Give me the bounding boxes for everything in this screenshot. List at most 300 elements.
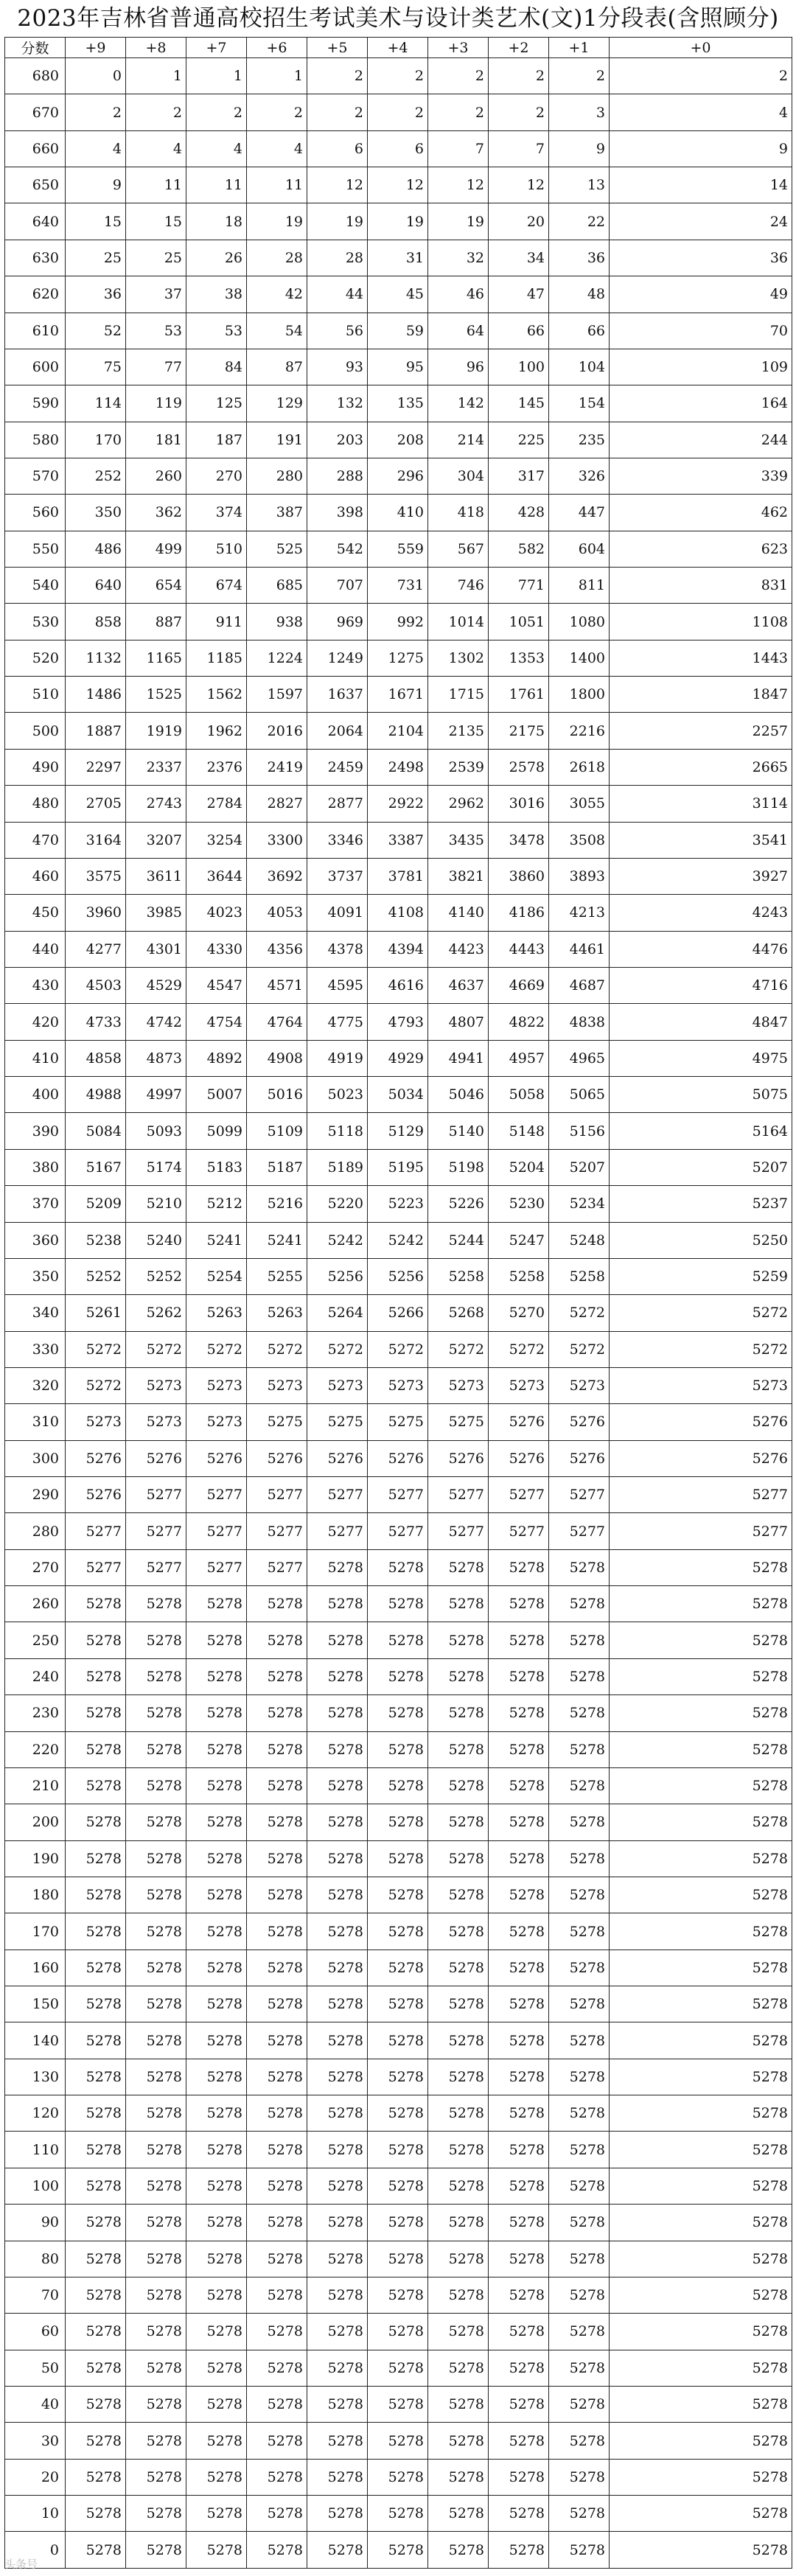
count-cell: 362 <box>126 495 186 531</box>
count-cell: 49 <box>610 276 792 313</box>
count-cell: 510 <box>186 531 247 567</box>
count-cell: 2 <box>610 58 792 94</box>
count-cell: 5278 <box>307 1950 368 1986</box>
count-cell: 5278 <box>126 1695 186 1731</box>
count-cell: 5278 <box>307 1658 368 1694</box>
count-cell: 5278 <box>489 1840 549 1877</box>
count-cell: 5278 <box>489 2022 549 2059</box>
count-cell: 7 <box>489 130 549 167</box>
count-cell: 5278 <box>610 2314 792 2350</box>
count-cell: 374 <box>186 495 247 531</box>
count-cell: 674 <box>186 568 247 604</box>
count-cell: 5278 <box>428 2387 489 2423</box>
count-cell: 11 <box>247 167 307 203</box>
table-row <box>5 1877 792 1913</box>
count-cell: 5278 <box>307 1695 368 1731</box>
table-row <box>5 1840 792 1877</box>
count-cell: 5278 <box>307 1586 368 1622</box>
table-row <box>5 1149 792 1185</box>
count-cell: 5278 <box>610 1586 792 1622</box>
table-row <box>5 1731 792 1767</box>
column-header-bonus: +6 <box>247 38 307 58</box>
table-row <box>5 2496 792 2532</box>
count-cell: 56 <box>307 313 368 349</box>
score-cell: 290 <box>5 1477 66 1513</box>
count-cell: 5278 <box>489 2241 549 2277</box>
score-cell: 380 <box>5 1149 66 1185</box>
table-row <box>5 858 792 894</box>
count-cell: 5189 <box>307 1149 368 1185</box>
count-cell: 5278 <box>66 2314 126 2350</box>
score-cell: 370 <box>5 1186 66 1222</box>
count-cell: 5204 <box>489 1149 549 1185</box>
count-cell: 1249 <box>307 640 368 676</box>
count-cell: 5263 <box>186 1295 247 1331</box>
count-cell: 46 <box>428 276 489 313</box>
count-cell: 5198 <box>428 1149 489 1185</box>
count-cell: 5278 <box>126 2022 186 2059</box>
count-cell: 5278 <box>126 1658 186 1694</box>
score-cell: 640 <box>5 203 66 240</box>
count-cell: 5278 <box>126 2423 186 2459</box>
count-cell: 5278 <box>489 2095 549 2132</box>
count-cell: 5278 <box>489 1804 549 1840</box>
count-cell: 5278 <box>428 1622 489 1658</box>
count-cell: 5278 <box>549 1695 610 1731</box>
column-header-bonus: +0 <box>610 38 792 58</box>
table-row <box>5 1622 792 1658</box>
score-cell: 240 <box>5 1658 66 1694</box>
count-cell: 12 <box>368 167 428 203</box>
count-cell: 22 <box>549 203 610 240</box>
score-cell: 440 <box>5 931 66 967</box>
table-row <box>5 749 792 785</box>
count-cell: 3860 <box>489 858 549 894</box>
table-row <box>5 713 792 749</box>
count-cell: 5278 <box>307 2314 368 2350</box>
score-cell: 220 <box>5 1731 66 1767</box>
count-cell: 5278 <box>610 2132 792 2168</box>
count-cell: 5273 <box>428 1367 489 1403</box>
table-row <box>5 2241 792 2277</box>
table-row <box>5 2532 792 2569</box>
column-header-bonus: +1 <box>549 38 610 58</box>
count-cell: 5278 <box>428 2423 489 2459</box>
count-cell: 19 <box>247 203 307 240</box>
score-cell: 450 <box>5 895 66 931</box>
column-header-score: 分数 <box>5 38 66 58</box>
count-cell: 5278 <box>428 2022 489 2059</box>
count-cell: 5278 <box>428 1695 489 1731</box>
count-cell: 5278 <box>66 1877 126 1913</box>
table-row <box>5 2314 792 2350</box>
count-cell: 1 <box>126 58 186 94</box>
count-cell: 5278 <box>307 2532 368 2569</box>
count-cell: 5276 <box>428 1440 489 1476</box>
table-row <box>5 1804 792 1840</box>
count-cell: 5278 <box>66 2277 126 2313</box>
table-row <box>5 895 792 931</box>
count-cell: 5278 <box>368 2350 428 2386</box>
count-cell: 4793 <box>368 1004 428 1040</box>
score-cell: 360 <box>5 1222 66 1258</box>
count-cell: 4330 <box>186 931 247 967</box>
count-cell: 4919 <box>307 1040 368 1076</box>
count-cell: 5278 <box>489 1877 549 1913</box>
count-cell: 2297 <box>66 749 126 785</box>
count-cell: 18 <box>186 203 247 240</box>
count-cell: 5275 <box>247 1404 307 1440</box>
table-row <box>5 1295 792 1331</box>
count-cell: 5278 <box>549 2241 610 2277</box>
count-cell: 5278 <box>428 1658 489 1694</box>
count-cell: 5238 <box>66 1222 126 1258</box>
score-cell: 50 <box>5 2350 66 2386</box>
count-cell: 5278 <box>66 2168 126 2204</box>
count-cell: 5242 <box>307 1222 368 1258</box>
table-row <box>5 1186 792 1222</box>
count-cell: 95 <box>368 349 428 385</box>
watermark: 头条号 <box>4 2558 38 2571</box>
count-cell: 582 <box>489 531 549 567</box>
count-cell: 154 <box>549 385 610 422</box>
count-cell: 5278 <box>428 2241 489 2277</box>
count-cell: 5278 <box>66 1913 126 1950</box>
count-cell: 5278 <box>307 2168 368 2204</box>
count-cell: 9 <box>549 130 610 167</box>
count-cell: 5277 <box>428 1513 489 1549</box>
table-row <box>5 1077 792 1113</box>
count-cell: 4277 <box>66 931 126 967</box>
count-cell: 5278 <box>368 1549 428 1585</box>
count-cell: 5093 <box>126 1113 186 1149</box>
score-cell: 620 <box>5 276 66 313</box>
count-cell: 5278 <box>368 2241 428 2277</box>
count-cell: 5278 <box>186 1986 247 2022</box>
score-cell: 260 <box>5 1586 66 1622</box>
table-row <box>5 2059 792 2095</box>
count-cell: 5278 <box>368 2532 428 2569</box>
count-cell: 5278 <box>549 1804 610 1840</box>
count-cell: 5278 <box>186 2059 247 2095</box>
count-cell: 5278 <box>549 1586 610 1622</box>
count-cell: 5278 <box>307 2132 368 2168</box>
table-row <box>5 822 792 858</box>
count-cell: 48 <box>549 276 610 313</box>
count-cell: 5223 <box>368 1186 428 1222</box>
count-cell: 4838 <box>549 1004 610 1040</box>
count-cell: 5276 <box>549 1404 610 1440</box>
count-cell: 191 <box>247 422 307 458</box>
score-cell: 650 <box>5 167 66 203</box>
score-cell: 150 <box>5 1986 66 2022</box>
count-cell: 5207 <box>549 1149 610 1185</box>
count-cell: 1014 <box>428 604 489 640</box>
count-cell: 339 <box>610 458 792 494</box>
count-cell: 270 <box>186 458 247 494</box>
count-cell: 5277 <box>126 1549 186 1585</box>
count-cell: 235 <box>549 422 610 458</box>
count-cell: 280 <box>247 458 307 494</box>
count-cell: 5273 <box>66 1404 126 1440</box>
count-cell: 5278 <box>489 2423 549 2459</box>
count-cell: 5278 <box>307 2350 368 2386</box>
count-cell: 5278 <box>307 2277 368 2313</box>
count-cell: 5278 <box>66 1986 126 2022</box>
count-cell: 5252 <box>66 1258 126 1294</box>
count-cell: 32 <box>428 240 489 276</box>
count-cell: 3055 <box>549 786 610 822</box>
count-cell: 5278 <box>247 1767 307 1804</box>
count-cell: 5273 <box>307 1367 368 1403</box>
count-cell: 5278 <box>428 1950 489 1986</box>
count-cell: 5278 <box>368 1950 428 1986</box>
table-row <box>5 167 792 203</box>
count-cell: 5278 <box>428 2496 489 2532</box>
table-row <box>5 2095 792 2132</box>
count-cell: 5277 <box>307 1477 368 1513</box>
count-cell: 5278 <box>66 2532 126 2569</box>
count-cell: 5273 <box>368 1367 428 1403</box>
count-cell: 5276 <box>489 1404 549 1440</box>
count-cell: 1962 <box>186 713 247 749</box>
table-row <box>5 1695 792 1731</box>
score-cell: 280 <box>5 1513 66 1549</box>
page-title: 2023年吉林省普通高校招生考试美术与设计类艺术(文)1分段表(含照顾分) <box>17 5 779 32</box>
count-cell: 0 <box>66 58 126 94</box>
count-cell: 3692 <box>247 858 307 894</box>
count-cell: 1486 <box>66 677 126 713</box>
score-cell: 180 <box>5 1877 66 1913</box>
count-cell: 5278 <box>428 1804 489 1840</box>
count-cell: 3644 <box>186 858 247 894</box>
count-cell: 5272 <box>66 1367 126 1403</box>
count-cell: 5230 <box>489 1186 549 1222</box>
count-cell: 5276 <box>307 1440 368 1476</box>
score-cell: 270 <box>5 1549 66 1585</box>
count-cell: 3927 <box>610 858 792 894</box>
count-cell: 5278 <box>489 2059 549 2095</box>
count-cell: 5277 <box>610 1513 792 1549</box>
count-cell: 135 <box>368 385 428 422</box>
table-row <box>5 786 792 822</box>
score-cell: 100 <box>5 2168 66 2204</box>
score-cell: 410 <box>5 1040 66 1076</box>
count-cell: 4571 <box>247 967 307 1003</box>
count-cell: 31 <box>368 240 428 276</box>
count-cell: 5278 <box>186 2205 247 2241</box>
count-cell: 5278 <box>489 1731 549 1767</box>
count-cell: 5278 <box>368 2205 428 2241</box>
count-cell: 5156 <box>549 1113 610 1149</box>
count-cell: 5278 <box>549 1658 610 1694</box>
count-cell: 5216 <box>247 1186 307 1222</box>
count-cell: 45 <box>368 276 428 313</box>
score-cell: 30 <box>5 2423 66 2459</box>
score-cell: 520 <box>5 640 66 676</box>
count-cell: 11 <box>126 167 186 203</box>
count-cell: 5278 <box>368 1586 428 1622</box>
count-cell: 4858 <box>66 1040 126 1076</box>
count-cell: 5234 <box>549 1186 610 1222</box>
count-cell: 5278 <box>428 2314 489 2350</box>
count-cell: 75 <box>66 349 126 385</box>
count-cell: 5278 <box>247 2168 307 2204</box>
count-cell: 5278 <box>247 1695 307 1731</box>
count-cell: 5278 <box>126 1586 186 1622</box>
count-cell: 5278 <box>428 1549 489 1585</box>
column-header-bonus: +5 <box>307 38 368 58</box>
count-cell: 5278 <box>489 2168 549 2204</box>
count-cell: 654 <box>126 568 186 604</box>
count-cell: 5278 <box>489 2496 549 2532</box>
count-cell: 5278 <box>368 2423 428 2459</box>
count-cell: 5278 <box>307 2059 368 2095</box>
count-cell: 5278 <box>368 2059 428 2095</box>
count-cell: 5278 <box>428 1877 489 1913</box>
table-row <box>5 58 792 94</box>
count-cell: 887 <box>126 604 186 640</box>
count-cell: 2 <box>368 58 428 94</box>
count-cell: 9 <box>66 167 126 203</box>
count-cell: 5278 <box>549 1913 610 1950</box>
count-cell: 5278 <box>247 2496 307 2532</box>
count-cell: 938 <box>247 604 307 640</box>
count-cell: 2498 <box>368 749 428 785</box>
count-cell: 1132 <box>66 640 126 676</box>
count-cell: 2104 <box>368 713 428 749</box>
count-cell: 2 <box>186 94 247 130</box>
count-cell: 28 <box>307 240 368 276</box>
count-cell: 15 <box>66 203 126 240</box>
count-cell: 203 <box>307 422 368 458</box>
count-cell: 1400 <box>549 640 610 676</box>
count-cell: 5278 <box>307 2022 368 2059</box>
table-row <box>5 1658 792 1694</box>
count-cell: 5278 <box>368 1695 428 1731</box>
count-cell: 2175 <box>489 713 549 749</box>
count-cell: 542 <box>307 531 368 567</box>
count-cell: 5278 <box>549 2459 610 2495</box>
count-cell: 5273 <box>126 1367 186 1403</box>
count-cell: 858 <box>66 604 126 640</box>
count-cell: 2 <box>247 94 307 130</box>
count-cell: 5278 <box>247 2095 307 2132</box>
count-cell: 5278 <box>610 2496 792 2532</box>
count-cell: 1080 <box>549 604 610 640</box>
count-cell: 5278 <box>307 2423 368 2459</box>
table-row <box>5 1549 792 1585</box>
count-cell: 5278 <box>247 1840 307 1877</box>
count-cell: 5278 <box>428 1586 489 1622</box>
count-cell: 3611 <box>126 858 186 894</box>
count-cell: 5277 <box>186 1549 247 1585</box>
count-cell: 5272 <box>610 1295 792 1331</box>
count-cell: 5264 <box>307 1295 368 1331</box>
score-cell: 600 <box>5 349 66 385</box>
count-cell: 5278 <box>610 2205 792 2241</box>
count-cell: 2784 <box>186 786 247 822</box>
count-cell: 5278 <box>368 1767 428 1804</box>
count-cell: 5278 <box>247 2387 307 2423</box>
count-cell: 5278 <box>247 1804 307 1840</box>
count-cell: 2705 <box>66 786 126 822</box>
count-cell: 5277 <box>247 1477 307 1513</box>
count-cell: 5278 <box>307 2095 368 2132</box>
count-cell: 350 <box>66 495 126 531</box>
count-cell: 5247 <box>489 1222 549 1258</box>
count-cell: 5273 <box>489 1367 549 1403</box>
count-cell: 53 <box>186 313 247 349</box>
count-cell: 5237 <box>610 1186 792 1222</box>
count-cell: 1353 <box>489 640 549 676</box>
count-cell: 5278 <box>428 2132 489 2168</box>
count-cell: 5278 <box>126 2241 186 2277</box>
count-cell: 5016 <box>247 1077 307 1113</box>
count-cell: 5278 <box>126 2132 186 2168</box>
count-cell: 214 <box>428 422 489 458</box>
count-cell: 5277 <box>489 1477 549 1513</box>
count-cell: 5278 <box>247 1986 307 2022</box>
count-cell: 525 <box>247 531 307 567</box>
count-cell: 84 <box>186 349 247 385</box>
count-cell: 4423 <box>428 931 489 967</box>
count-cell: 4733 <box>66 1004 126 1040</box>
count-cell: 5278 <box>610 2168 792 2204</box>
count-cell: 5278 <box>126 2314 186 2350</box>
count-cell: 5278 <box>428 1731 489 1767</box>
score-cell: 430 <box>5 967 66 1003</box>
count-cell: 5278 <box>126 2205 186 2241</box>
score-cell: 320 <box>5 1367 66 1403</box>
count-cell: 2419 <box>247 749 307 785</box>
score-cell: 20 <box>5 2459 66 2495</box>
count-cell: 5240 <box>126 1222 186 1258</box>
count-cell: 5278 <box>247 2205 307 2241</box>
count-cell: 2459 <box>307 749 368 785</box>
count-cell: 5075 <box>610 1077 792 1113</box>
count-cell: 486 <box>66 531 126 567</box>
count-cell: 5278 <box>247 1586 307 1622</box>
count-cell: 5256 <box>368 1258 428 1294</box>
count-cell: 811 <box>549 568 610 604</box>
count-cell: 5099 <box>186 1113 247 1149</box>
count-cell: 1847 <box>610 677 792 713</box>
table-row <box>5 1004 792 1040</box>
column-header-bonus: +3 <box>428 38 489 58</box>
count-cell: 5241 <box>186 1222 247 1258</box>
count-cell: 5278 <box>126 1877 186 1913</box>
count-cell: 831 <box>610 568 792 604</box>
count-cell: 5276 <box>66 1440 126 1476</box>
count-cell: 304 <box>428 458 489 494</box>
count-cell: 5258 <box>489 1258 549 1294</box>
count-cell: 25 <box>126 240 186 276</box>
count-cell: 5278 <box>66 1731 126 1767</box>
count-cell: 5278 <box>186 2168 247 2204</box>
count-cell: 5278 <box>368 2387 428 2423</box>
count-cell: 5278 <box>489 2205 549 2241</box>
count-cell: 1443 <box>610 640 792 676</box>
score-cell: 250 <box>5 1622 66 1658</box>
count-cell: 5209 <box>66 1186 126 1222</box>
count-cell: 119 <box>126 385 186 422</box>
count-cell: 5278 <box>186 1950 247 1986</box>
count-cell: 5277 <box>368 1513 428 1549</box>
count-cell: 5278 <box>126 1767 186 1804</box>
count-cell: 5276 <box>186 1440 247 1476</box>
count-cell: 5272 <box>549 1331 610 1367</box>
